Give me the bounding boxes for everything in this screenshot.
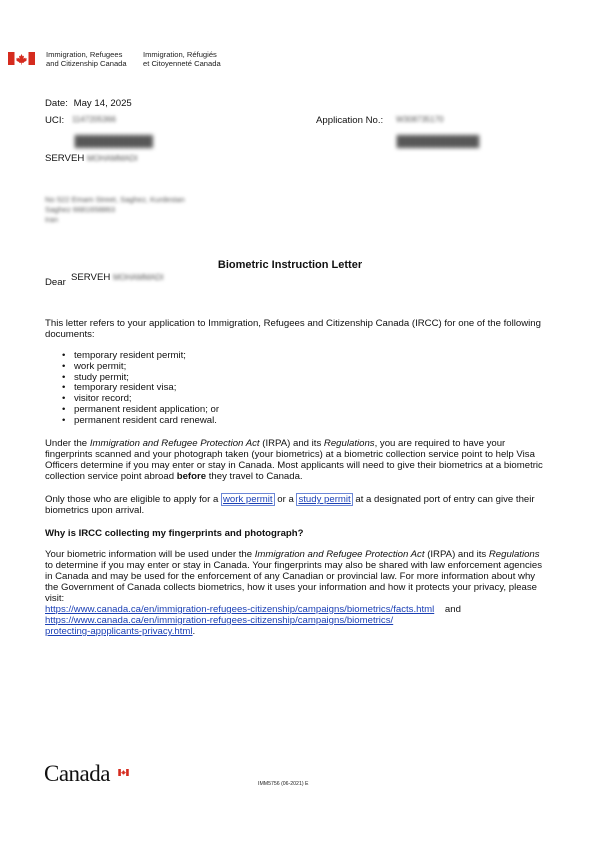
intro-paragraph: This letter refers to your application to Immigration, Refugees and Citizenship Canada (IRCC) for one of the following documents: — [45, 318, 541, 340]
canada-wordmark: Canada — [44, 761, 110, 786]
application-value: W308735170 — [396, 115, 444, 124]
documents-list — [60, 351, 565, 427]
work-permit-link[interactable]: work permit — [223, 494, 273, 505]
document-list-item: • study permit; — [74, 373, 565, 384]
recipient-first-name: SERVEH — [45, 153, 85, 164]
uci-value: 1147205366 — [72, 115, 116, 124]
department-name-fr: Immigration, Réfugiés et Citoyenneté Canada — [143, 50, 221, 68]
recipient-name — [45, 153, 138, 164]
salutation-first-name: SERVEH — [71, 272, 111, 283]
uci-label: UCI: — [45, 115, 65, 126]
port-of-entry-paragraph: Only those who are eligible to apply for a work permit or a study permit at a designated port of entry can give their biometrics upon arrival. — [45, 494, 535, 516]
date-row — [45, 98, 132, 109]
salutation-dear: Dear — [45, 277, 66, 288]
biometrics-use-paragraph: Your biometric information will be used under the Immigration and Refugee Protection Act (IRPA) and its Regulations to determine if you may enter or stay in Canada. Your fingerprints may also be shared with law enforcement agencies in Canada and may be used for the enforcement of any Canadian or provincial law. For more information about why the Government of Canada collects biometrics, how it uses your information and how it protects your privacy, please visit: https://www.canada.ca/en/immigration-refugees-citizenship/campaigns/biometrics/facts.html and https://www.canada.ca/en/immigration-refugees-citizenship/campaigns/biometrics/ protecting-appplicants-privacy.html. — [45, 549, 543, 637]
wordmark-flag-icon — [118, 769, 129, 776]
recipient-last-name: MOHAMMADI — [86, 154, 138, 163]
date-value: May 14, 2025 — [73, 98, 132, 109]
document-list-item: • work permit; — [74, 362, 565, 373]
document-list-item: • permanent resident card renewal. — [74, 416, 565, 427]
biometrics-facts-link[interactable]: https://www.canada.ca/en/immigration-refugees-citizenship/campaigns/biometrics/facts.html — [45, 604, 435, 615]
form-number: IMM5756 (06-2021) E — [258, 781, 309, 787]
application-barcode — [397, 135, 479, 148]
canada-flag-icon — [8, 52, 35, 65]
salutation-name — [71, 272, 164, 283]
department-name-en: Immigration, Refugees and Citizenship Canada — [46, 50, 127, 68]
date-label: Date: — [45, 98, 68, 109]
salutation-last-name: MOHAMMADI — [112, 273, 164, 282]
irpa-paragraph: Under the Immigration and Refugee Protection Act (IRPA) and its Regulations, you are required to have your fingerprints scanned and your photograph taken (your biometrics) at a biometric collection service point to help Visa Officers determine if you may enter or stay in Canada. Most applicants will need to give their biometrics at a biometric collection service point abroad before they travel to Canada. — [45, 438, 543, 482]
document-list-item: • permanent resident application; or — [74, 405, 565, 416]
document-list-item: • visitor record; — [74, 394, 565, 405]
document-list-item: • temporary resident permit; — [74, 351, 565, 362]
section-heading: Why is IRCC collecting my fingerprints and photograph? — [45, 528, 304, 539]
application-label: Application No.: — [316, 115, 384, 126]
privacy-link-line1[interactable]: https://www.canada.ca/en/immigration-refugees-citizenship/campaigns/biometrics/ — [45, 615, 394, 626]
letter-title: Biometric Instruction Letter — [217, 259, 363, 271]
document-list-item: • temporary resident visa; — [74, 383, 565, 394]
uci-barcode — [75, 135, 153, 148]
privacy-link-line2[interactable]: protecting-appplicants-privacy.html — [45, 626, 193, 637]
recipient-address: No 522 Emam Street, Saghez, Kurdestan Saghez 6681658863 Iran — [45, 195, 185, 224]
study-permit-link[interactable]: study permit — [298, 494, 351, 505]
